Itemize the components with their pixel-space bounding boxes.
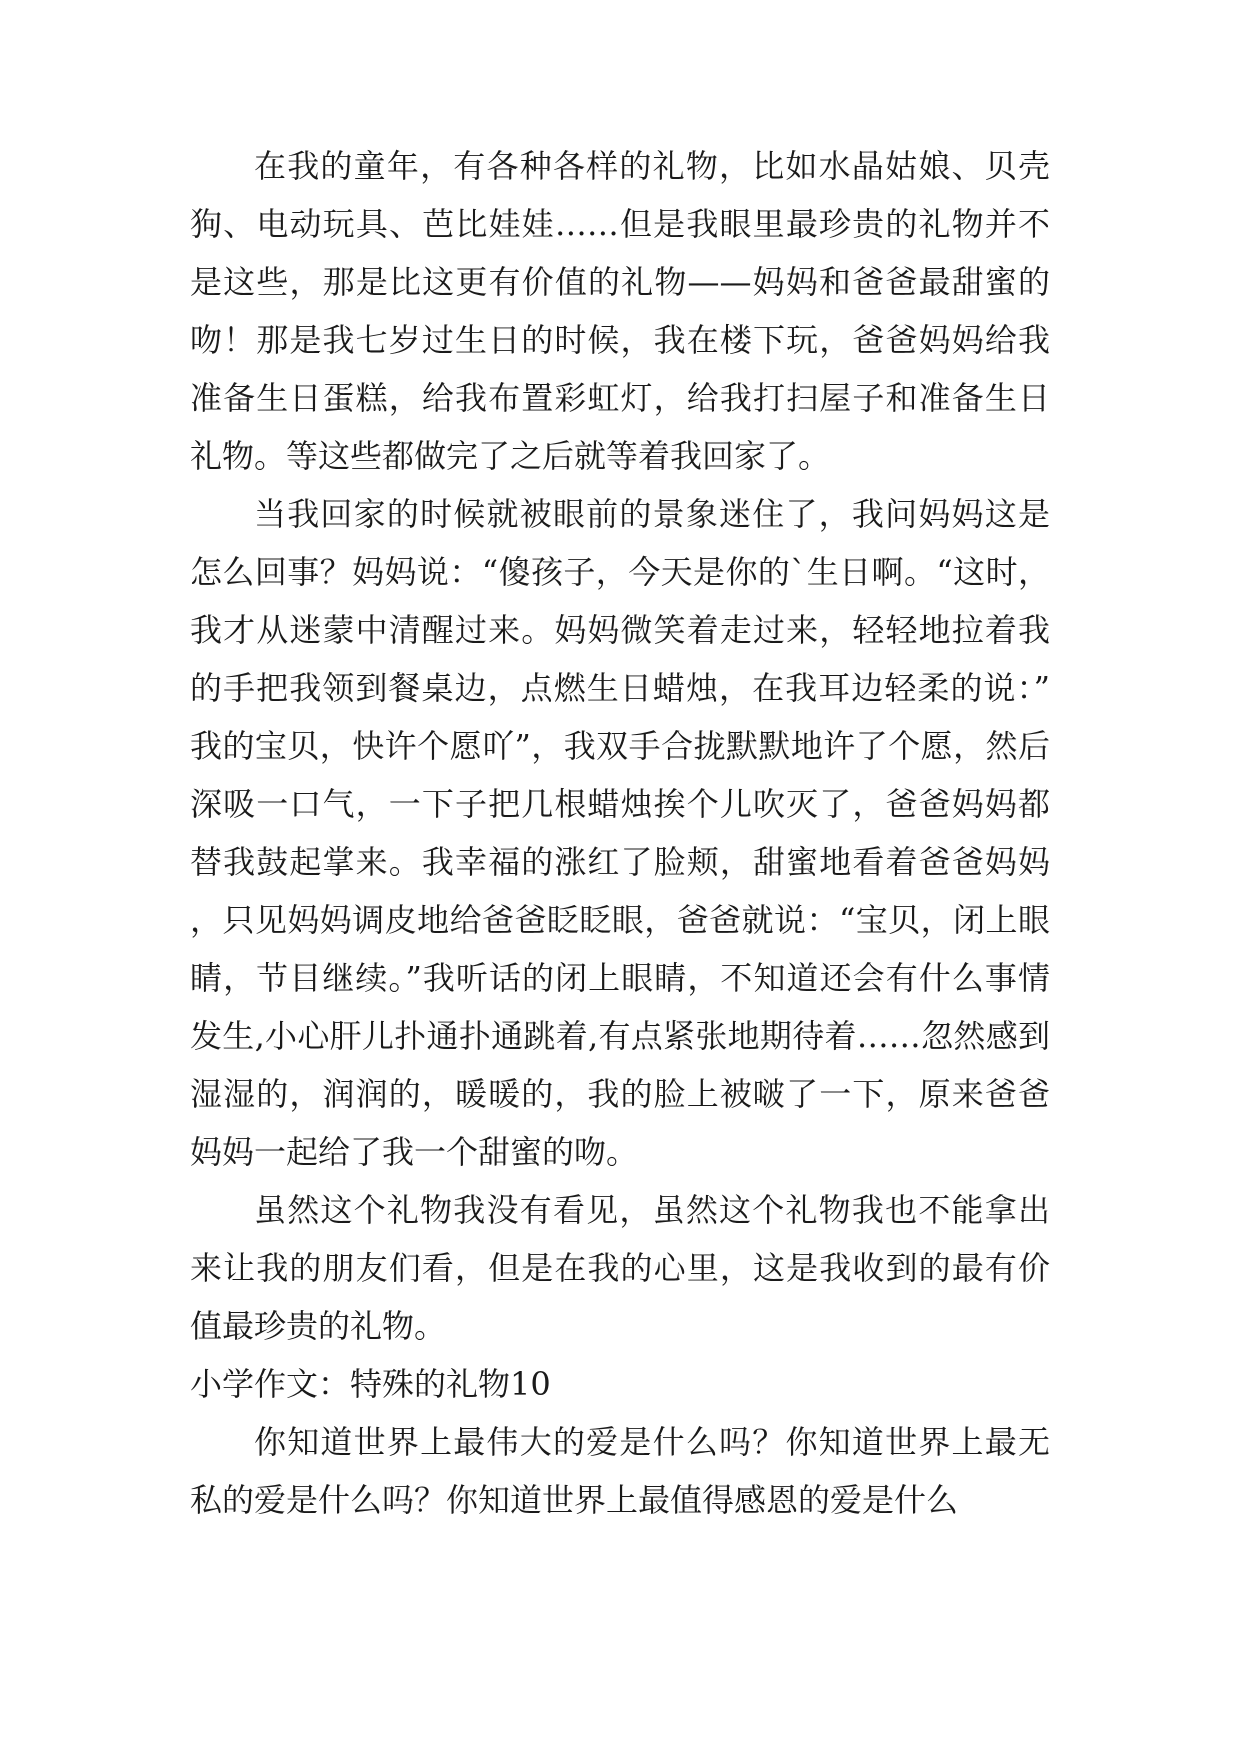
- document-body: [190, 137, 1050, 1529]
- paragraph-2: 当我回家的时候就被眼前的景象迷住了，我问妈妈这是怎么回事？妈妈说：“傻孩子，今天是你的`生日啊。“这时，我才从迷蒙中清醒过来。妈妈微笑着走过来，轻轻地拉着我的手把我领到餐桌边，点燃生日蜡烛，在我耳边轻柔的说：”我的宝贝，快许个愿吖”，我双手合拢默默地许了个愿，然后深吸一口气，一下子把几根蜡烛挨个儿吹灭了，爸爸妈妈都替我鼓起掌来。我幸福的涨红了脸颊，甜蜜地看着爸爸妈妈，只见妈妈调皮地给爸爸眨眨眼，爸爸就说：“宝贝，闭上眼睛，节目继续。”我听话的闭上眼睛，不知道还会有什么事情发生,小心肝儿扑通扑通跳着,有点紧张地期待着……忽然感到湿湿的，润润的，暖暖的，我的脸上被啵了一下，原来爸爸妈妈一起给了我一个甜蜜的吻。: [190, 495, 1050, 1171]
- essay-heading: 小学作文：特殊的礼物10: [190, 1365, 551, 1403]
- paragraph-4: 你知道世界上最伟大的爱是什么吗？你知道世界上最无私的爱是什么吗？你知道世界上最值得感恩的爱是什么: [190, 1423, 1050, 1519]
- paragraph-1: 在我的童年，有各种各样的礼物，比如水晶姑娘、贝壳狗、电动玩具、芭比娃娃……但是我眼里最珍贵的礼物并不是这些，那是比这更有价值的礼物——妈妈和爸爸最甜蜜的吻！那是我七岁过生日的时候，我在楼下玩，爸爸妈妈给我准备生日蛋糕，给我布置彩虹灯，给我打扫屋子和准备生日礼物。等这些都做完了之后就等着我回家了。: [190, 147, 1050, 475]
- paragraph-3: 虽然这个礼物我没有看见，虽然这个礼物我也不能拿出来让我的朋友们看，但是在我的心里，这是我收到的最有价值最珍贵的礼物。: [190, 1191, 1050, 1345]
